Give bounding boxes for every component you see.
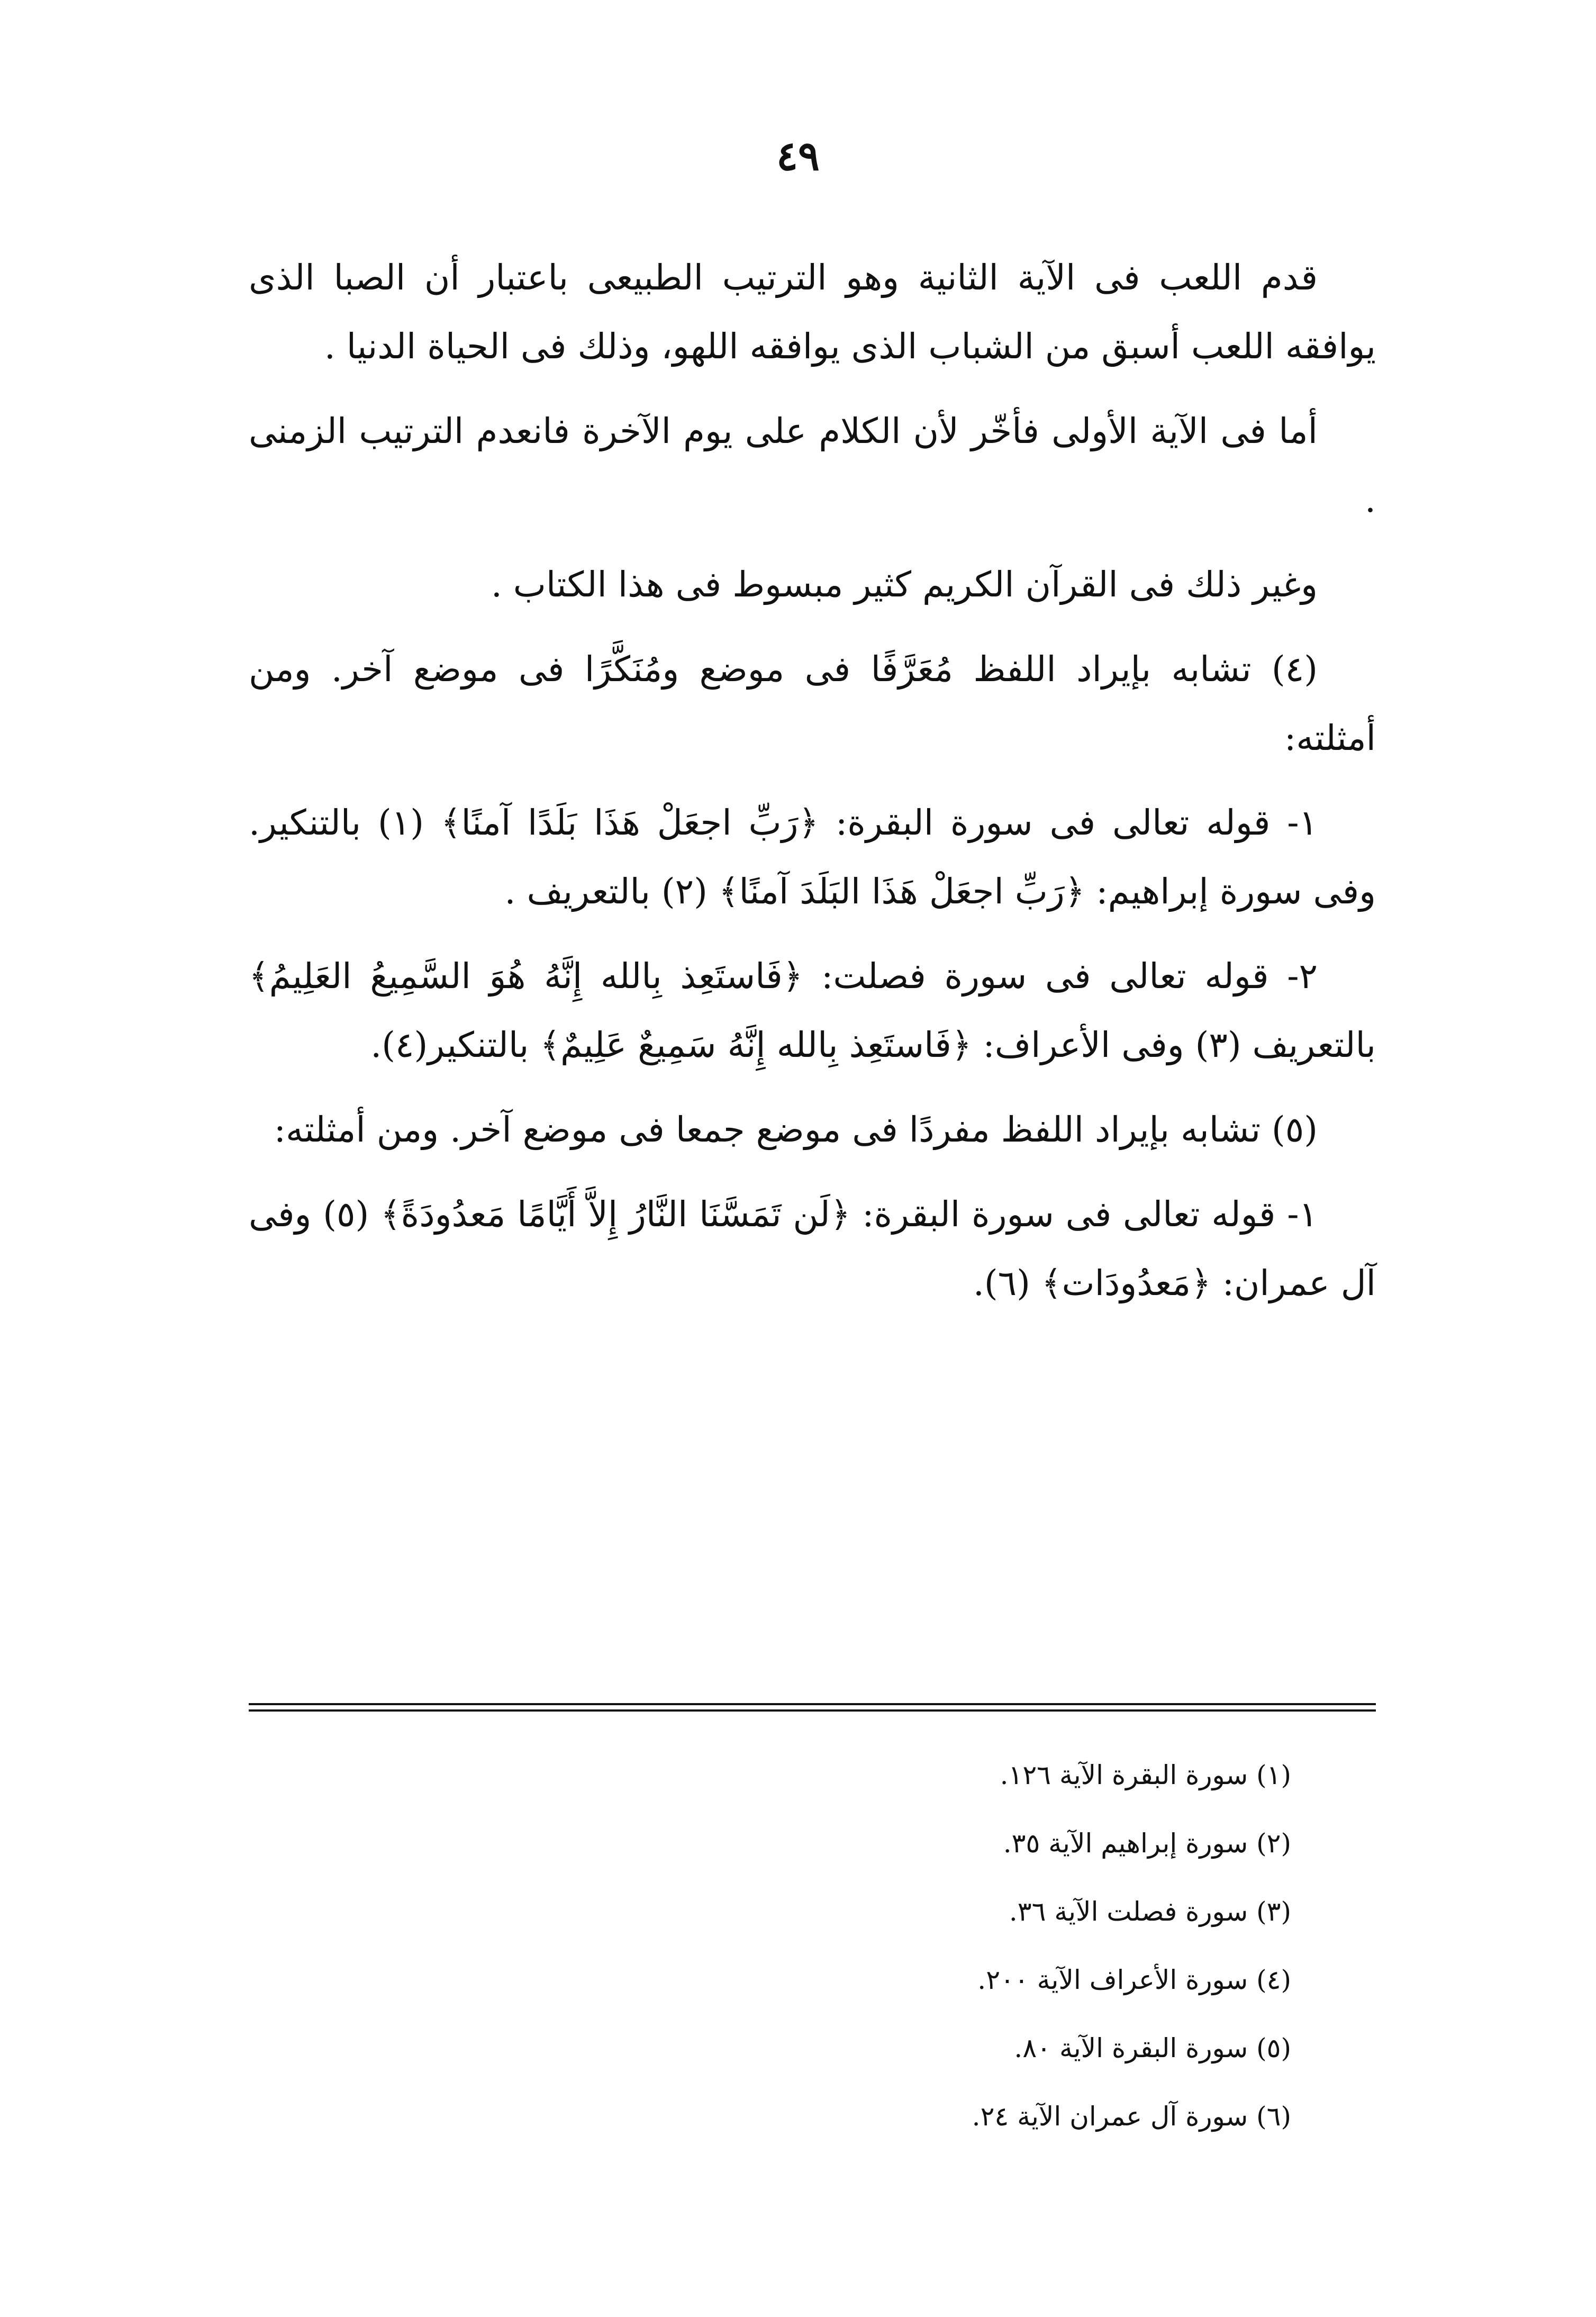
paragraph-8: ١- قوله تعالى فى سورة البقرة: ﴿لَن تَمَسَّنَا النَّارُ إِلاَّ أَيَّامًا مَعدُودَةً﴾ (٥) وفى آل عمران: ﴿مَعدُودَات﴾ (٦). xyxy=(249,1194,1376,1304)
paragraph-6: ٢- قوله تعالى فى سورة فصلت: ﴿فَاستَعِذ بِالله إِنَّهُ هُوَ السَّمِيعُ العَلِيمُ﴾ بالتعريف (٣) وفى الأعراف: ﴿فَاستَعِذ بِالله إِنَّهُ سَمِيعٌ عَلِيمٌ﴾ بالتنكير(٤). xyxy=(249,956,1376,1065)
footnote-6: (٦) سورة آل عمران الآية ٢٤. xyxy=(972,2101,1291,2132)
footnote-separator xyxy=(249,1703,1376,1713)
paragraph-5: ١- قوله تعالى فى سورة البقرة: ﴿رَبِّ اجعَلْ هَذَا بَلَدًا آمنًا﴾ (١) بالتنكير. وفى سورة إبراهيم: ﴿رَبِّ اجعَلْ هَذَا البَلَدَ آمنًا﴾ (٢) بالتعريف . xyxy=(249,802,1376,912)
paragraph-7: (٥) تشابه بإيراد اللفظ مفردًا فى موضع جمعا فى موضع آخر. ومن أمثلته: xyxy=(274,1109,1318,1150)
footnote-5: (٥) سورة البقرة الآية ٨٠. xyxy=(1014,2033,1291,2063)
footnote-3: (٣) سورة فصلت الآية ٣٦. xyxy=(1009,1896,1291,1927)
footnote-2: (٢) سورة إبراهيم الآية ٣٥. xyxy=(1003,1828,1291,1859)
footnote-1: (١) سورة البقرة الآية ١٢٦. xyxy=(1000,1760,1291,1790)
footnote-4: (٤) سورة الأعراف الآية ٢٠٠. xyxy=(977,1965,1291,1995)
main-text xyxy=(249,243,1376,1318)
page-number: ٤٩ xyxy=(776,132,820,179)
paragraph-2: أما فى الآية الأولى فأخّر لأن الكلام على يوم الآخرة فانعدم الترتيب الزمنى . xyxy=(249,411,1376,520)
footnotes xyxy=(609,1741,1291,2151)
paragraph-3: وغير ذلك فى القرآن الكريم كثير مبسوط فى هذا الكتاب . xyxy=(491,564,1318,605)
paragraph-1: قدم اللعب فى الآية الثانية وهو الترتيب الطبيعى باعتبار أن الصبا الذى يوافقه اللعب أسبق من الشباب الذى يوافقه اللهو، وذلك فى الحياة الدنيا . xyxy=(249,257,1376,367)
paragraph-4: (٤) تشابه بإيراد اللفظ مُعَرَّفًا فى موضع ومُنَكَّرًا فى موضع آخر. ومن أمثلته: xyxy=(249,649,1376,758)
